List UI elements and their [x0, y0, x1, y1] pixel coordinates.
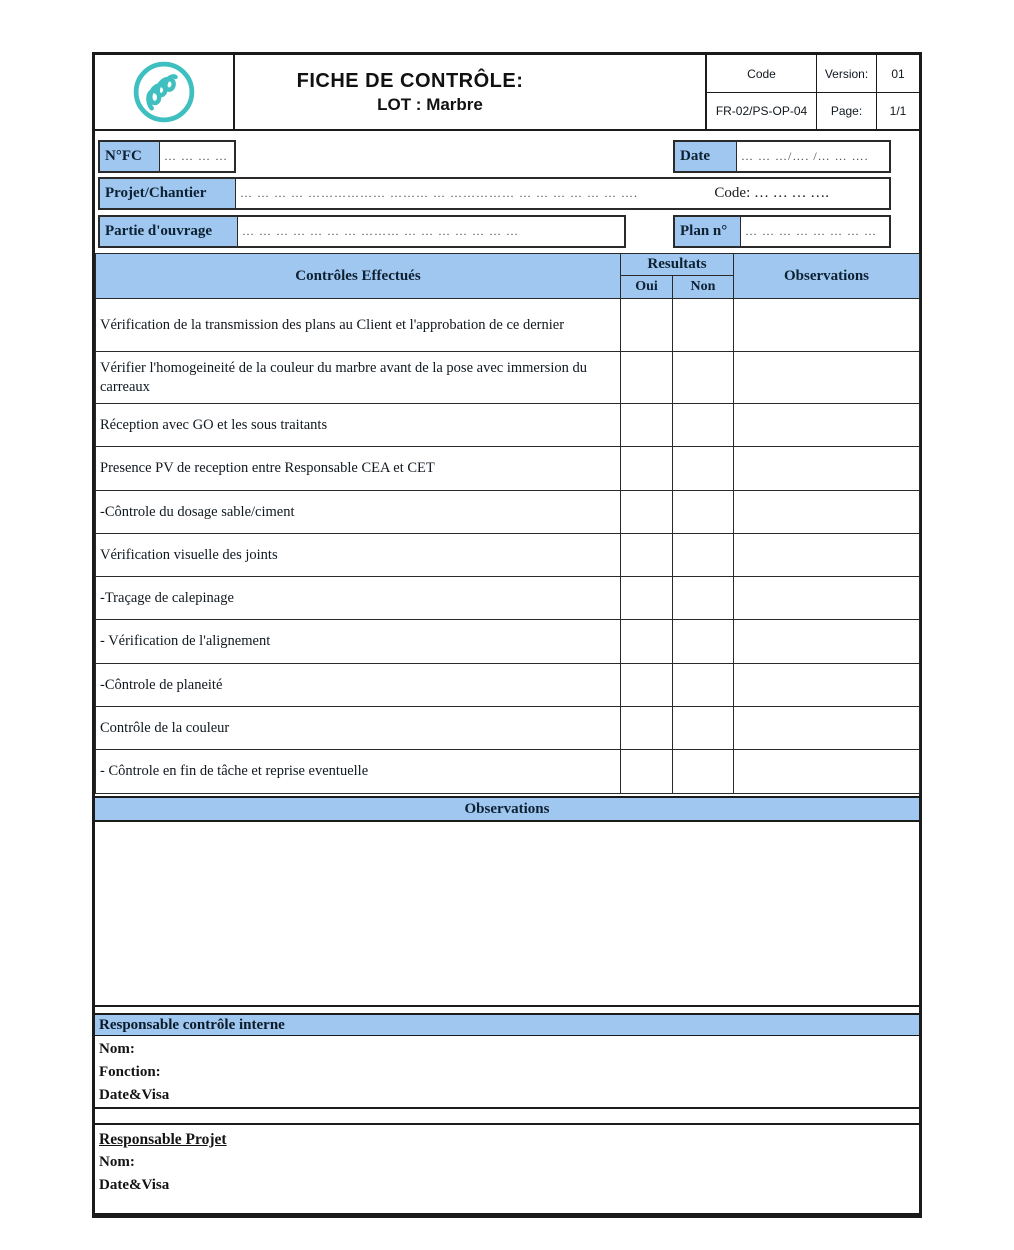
form-header: [95, 55, 919, 131]
version-value: 01: [876, 55, 919, 92]
control-label: -Côntrole de planeité: [96, 664, 621, 707]
date-dots: … … …/…. /… … ….: [741, 149, 869, 163]
result-non-cell[interactable]: [673, 534, 734, 577]
observation-cell[interactable]: [734, 534, 920, 577]
projet-datevisa-label: Date&Visa: [99, 1177, 170, 1193]
col-header-controls: Contrôles Effectués: [96, 254, 621, 299]
checklist-row: [96, 664, 920, 707]
checklist-row: [96, 620, 920, 664]
observation-cell[interactable]: [734, 664, 920, 707]
control-label: Contrôle de la couleur: [96, 707, 621, 750]
result-oui-cell[interactable]: [621, 447, 673, 491]
result-non-cell[interactable]: [673, 447, 734, 491]
result-oui-cell[interactable]: [621, 620, 673, 664]
nfc-field[interactable]: [160, 142, 234, 171]
observation-cell[interactable]: [734, 352, 920, 404]
result-oui-cell[interactable]: [621, 352, 673, 404]
result-non-cell[interactable]: [673, 664, 734, 707]
code-value: FR-02/PS-OP-04: [707, 92, 816, 129]
checklist-row: [96, 404, 920, 447]
projet-label: Projet/Chantier: [100, 179, 236, 208]
result-oui-cell[interactable]: [621, 404, 673, 447]
observation-cell[interactable]: [734, 299, 920, 352]
date-label: Date: [675, 142, 737, 171]
nfc-dots: … … … …: [164, 149, 228, 163]
document-code-table: [707, 55, 919, 129]
checklist-table: [95, 253, 920, 794]
projet-nom-label: Nom:: [99, 1154, 135, 1170]
observations-section-header: Observations: [95, 796, 919, 822]
observation-cell[interactable]: [734, 447, 920, 491]
control-label: Vérifier l'homogeineité de la couleur du marbre avant de la pose avec immersion du carreaux: [96, 352, 621, 404]
partie-dots: … … … … … … … ……… … … … … … … …: [242, 224, 519, 238]
checklist-row: [96, 534, 920, 577]
result-oui-cell[interactable]: [621, 750, 673, 794]
nfc-label: N°FC: [100, 142, 160, 171]
projet-field[interactable]: [236, 179, 889, 208]
col-header-oui: Oui: [621, 276, 673, 299]
result-oui-cell[interactable]: [621, 299, 673, 352]
control-label: - Vérification de l'alignement: [96, 620, 621, 664]
interne-fonction-label: Fonction:: [99, 1064, 161, 1080]
result-non-cell[interactable]: [673, 707, 734, 750]
observation-cell[interactable]: [734, 491, 920, 534]
page-label: Page:: [816, 92, 876, 129]
plan-box: [673, 215, 891, 248]
projet-code-inline[interactable]: Code: … … … ….: [714, 185, 829, 201]
result-non-cell[interactable]: [673, 491, 734, 534]
company-logo-icon: [130, 58, 198, 126]
result-non-cell[interactable]: [673, 352, 734, 404]
checklist-row: [96, 707, 920, 750]
form-title: FICHE DE CONTRÔLE:: [296, 69, 524, 92]
result-non-cell[interactable]: [673, 299, 734, 352]
result-non-cell[interactable]: [673, 620, 734, 664]
plan-field[interactable]: [741, 217, 889, 246]
interne-datevisa-label: Date&Visa: [99, 1087, 170, 1103]
control-label: - Côntrole en fin de tâche et reprise eventuelle: [96, 750, 621, 794]
col-header-resultats: Resultats: [621, 254, 734, 276]
control-label: Vérification visuelle des joints: [96, 534, 621, 577]
projet-box: [98, 177, 891, 210]
page-value: 1/1: [876, 92, 919, 129]
code-label: Code: [747, 66, 776, 81]
plan-dots: … … … … … … … …: [745, 224, 877, 238]
control-label: Réception avec GO et les sous traitants: [96, 404, 621, 447]
result-oui-cell[interactable]: [621, 664, 673, 707]
observation-cell[interactable]: [734, 620, 920, 664]
responsable-interne-header: Responsable contrôle interne: [95, 1013, 919, 1036]
checklist-row: [96, 491, 920, 534]
control-label: -Traçage de calepinage: [96, 577, 621, 620]
nfc-box: [98, 140, 236, 173]
result-oui-cell[interactable]: [621, 491, 673, 534]
partie-label: Partie d'ouvrage: [100, 217, 238, 246]
form-title-cell: [235, 55, 707, 129]
observation-cell[interactable]: [734, 750, 920, 794]
plan-label: Plan n°: [675, 217, 741, 246]
observation-cell[interactable]: [734, 577, 920, 620]
result-oui-cell[interactable]: [621, 707, 673, 750]
result-non-cell[interactable]: [673, 404, 734, 447]
checklist-row: [96, 299, 920, 352]
interne-nom-label: Nom:: [99, 1041, 135, 1057]
col-header-non: Non: [673, 276, 734, 299]
form-subtitle: LOT : Marbre: [377, 94, 483, 114]
checklist-row: [96, 352, 920, 404]
date-field[interactable]: [737, 142, 889, 171]
checklist-row: [96, 750, 920, 794]
observation-cell[interactable]: [734, 404, 920, 447]
control-label: Presence PV de reception entre Responsable CEA et CET: [96, 447, 621, 491]
fiche-de-controle-form: [92, 52, 922, 1218]
control-label: Vérification de la transmission des plans au Client et l'approbation de ce dernier: [96, 299, 621, 352]
responsable-projet-area[interactable]: [95, 1123, 919, 1215]
control-label: -Côntrole du dosage sable/ciment: [96, 491, 621, 534]
checklist-row: [96, 447, 920, 491]
projet-dots: … … … … ……………… ……… … …………… … … … … … … ….: [240, 186, 638, 200]
observation-cell[interactable]: [734, 707, 920, 750]
result-non-cell[interactable]: [673, 750, 734, 794]
checklist-row: [96, 577, 920, 620]
version-label: Version:: [816, 55, 876, 92]
responsable-projet-title: Responsable Projet: [99, 1131, 227, 1148]
responsable-interne-area[interactable]: [95, 1036, 919, 1109]
observations-area[interactable]: [95, 822, 919, 1007]
partie-field[interactable]: [238, 217, 624, 246]
partie-box: [98, 215, 626, 248]
result-oui-cell[interactable]: [621, 534, 673, 577]
date-box: [673, 140, 891, 173]
logo-cell: [95, 55, 235, 129]
result-oui-cell[interactable]: [621, 577, 673, 620]
col-header-observations: Observations: [734, 254, 920, 299]
result-non-cell[interactable]: [673, 577, 734, 620]
